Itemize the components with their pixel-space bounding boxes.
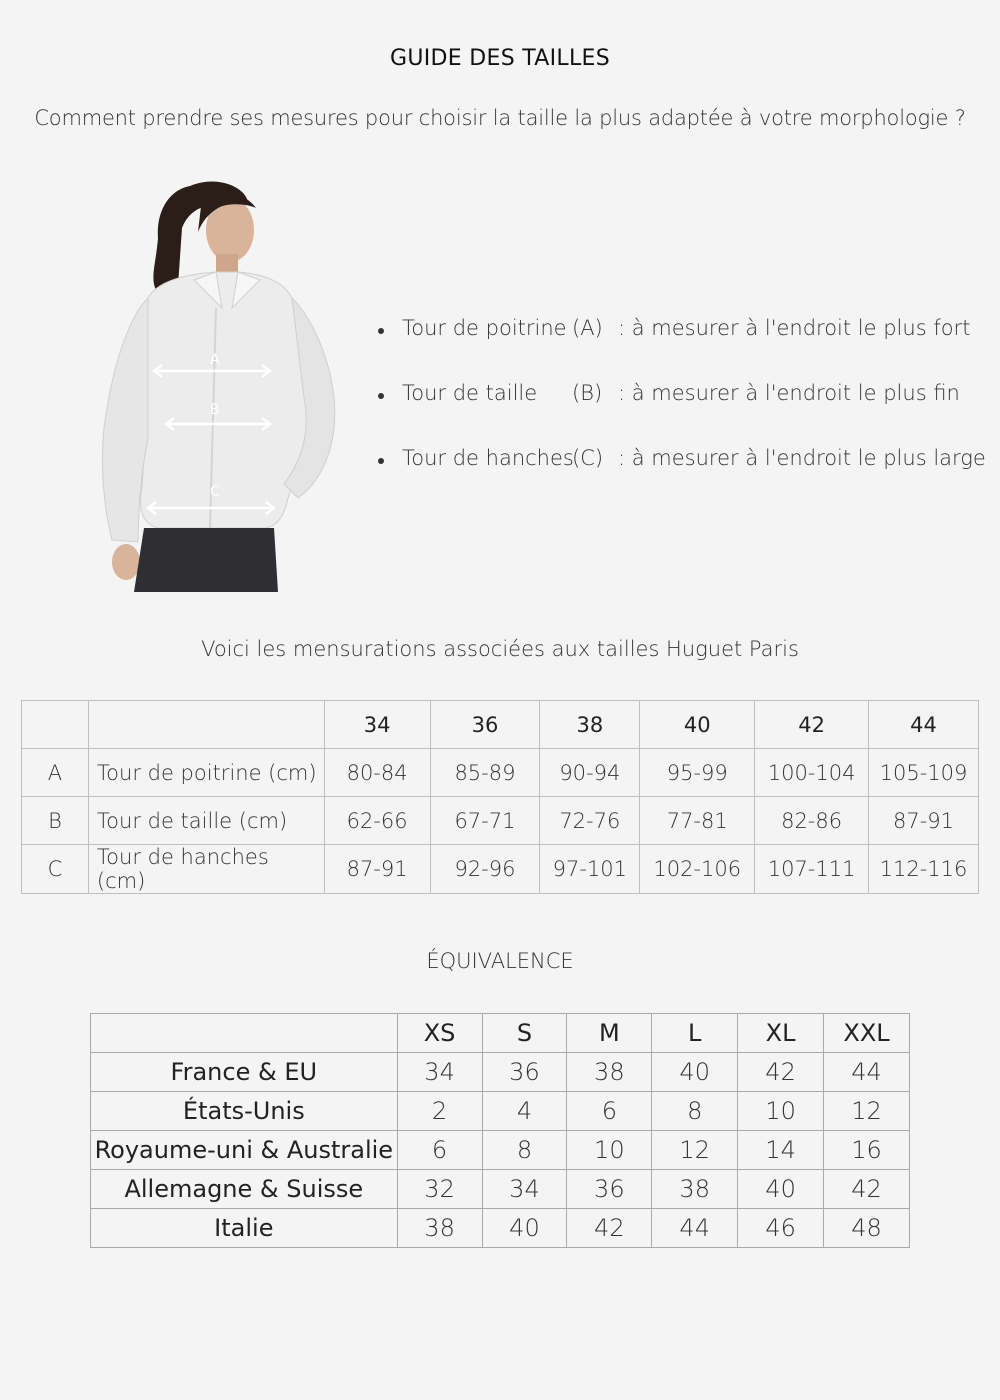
size-header: M [567,1014,652,1053]
equivalence-title: ÉQUIVALENCE [426,949,574,973]
size-header: 38 [540,701,640,749]
table-cell: 42 [567,1209,652,1248]
row-code: A [22,749,89,797]
measure-code: (C) [572,446,604,470]
table-cell: 87-91 [869,797,979,845]
table-cell: 8 [482,1131,567,1170]
bullet-dot [378,393,384,399]
measurements-table [21,700,979,894]
region-label: Italie [91,1209,398,1248]
table-cell: 95-99 [640,749,755,797]
table-row [91,1170,910,1209]
size-header: 36 [430,701,540,749]
size-header: S [482,1014,567,1053]
measure-name: Tour de hanches [402,446,574,470]
marker-b: B [210,402,220,418]
table-cell: 34 [482,1170,567,1209]
row-code: C [22,845,89,894]
measure-guide-list [378,316,988,511]
table-cell: 80-84 [324,749,430,797]
table-cell: 14 [738,1131,824,1170]
table-row [22,749,979,797]
table-cell: 2 [397,1092,482,1131]
size-header: XL [738,1014,824,1053]
table-cell: 112-116 [869,845,979,894]
table-cell: 107-111 [755,845,869,894]
table-cell: 82-86 [755,797,869,845]
table-cell: 10 [738,1092,824,1131]
table-cell: 100-104 [755,749,869,797]
table-cell: 16 [824,1131,910,1170]
table-cell: 6 [567,1092,652,1131]
table-cell: 38 [652,1170,738,1209]
table-cell: 42 [824,1170,910,1209]
table-cell: 40 [652,1053,738,1092]
size-header: 40 [640,701,755,749]
table-cell: 8 [652,1092,738,1131]
table-cell: 48 [824,1209,910,1248]
table-cell: 38 [397,1209,482,1248]
table-row [22,797,979,845]
table-row [22,845,979,894]
measure-desc: : à mesurer à l'endroit le plus fin [618,381,960,405]
size-header: 44 [869,701,979,749]
table-cell: 40 [738,1170,824,1209]
table-header-row [22,701,979,749]
table-cell: 97-101 [540,845,640,894]
size-header: L [652,1014,738,1053]
size-header: XXL [824,1014,910,1053]
table-cell: 44 [652,1209,738,1248]
measure-code: (B) [572,381,603,405]
table-cell: 102-106 [640,845,755,894]
table-cell: 87-91 [324,845,430,894]
marker-c: C [210,484,220,500]
table-cell: 42 [738,1053,824,1092]
table-cell: 44 [824,1053,910,1092]
model-photo [98,168,343,592]
region-label: Royaume-uni & Australie [91,1131,398,1170]
table-cell: 6 [397,1131,482,1170]
size-header: 42 [755,701,869,749]
table-cell: 62-66 [324,797,430,845]
page-title: GUIDE DES TAILLES [389,46,611,71]
marker-a: A [210,352,220,368]
table-cell: 46 [738,1209,824,1248]
measure-name: Tour de poitrine [402,316,567,340]
measure-name: Tour de taille [402,381,538,405]
table-cell: 85-89 [430,749,540,797]
table-cell: 12 [652,1131,738,1170]
list-item [378,381,988,446]
region-label: France & EU [91,1053,398,1092]
row-label: Tour de taille (cm) [88,797,324,845]
table-cell: 92-96 [430,845,540,894]
bullet-dot [378,458,384,464]
measure-desc: : à mesurer à l'endroit le plus large [618,446,986,470]
table-header-row [91,1014,910,1053]
table-row [91,1092,910,1131]
table-row [91,1053,910,1092]
measure-desc: : à mesurer à l'endroit le plus fort [618,316,971,340]
region-label: Allemagne & Suisse [91,1170,398,1209]
table-cell: 40 [482,1209,567,1248]
table-cell: 34 [397,1053,482,1092]
table-cell: 36 [482,1053,567,1092]
list-item [378,316,988,381]
table-cell: 72-76 [540,797,640,845]
table-cell: 10 [567,1131,652,1170]
table-cell: 90-94 [540,749,640,797]
row-code: B [22,797,89,845]
equivalence-table [90,1013,910,1248]
table-row [91,1131,910,1170]
list-item [378,446,988,511]
table-cell: 12 [824,1092,910,1131]
table-cell: 38 [567,1053,652,1092]
page-subtitle: Comment prendre ses mesures pour choisir la taille la plus adaptée à votre morphologie ? [34,106,966,130]
row-label: Tour de hanches (cm) [88,845,324,894]
region-label: États-Unis [91,1092,398,1131]
measure-code: (A) [572,316,603,340]
table-cell: 4 [482,1092,567,1131]
bullet-dot [378,328,384,334]
table-cell: 77-81 [640,797,755,845]
measurements-intro: Voici les mensurations associées aux tailles Huguet Paris [201,637,799,661]
table-cell: 32 [397,1170,482,1209]
row-label: Tour de poitrine (cm) [88,749,324,797]
table-cell: 36 [567,1170,652,1209]
table-row [91,1209,910,1248]
size-header: 34 [324,701,430,749]
table-cell: 105-109 [869,749,979,797]
table-cell: 67-71 [430,797,540,845]
size-header: XS [397,1014,482,1053]
